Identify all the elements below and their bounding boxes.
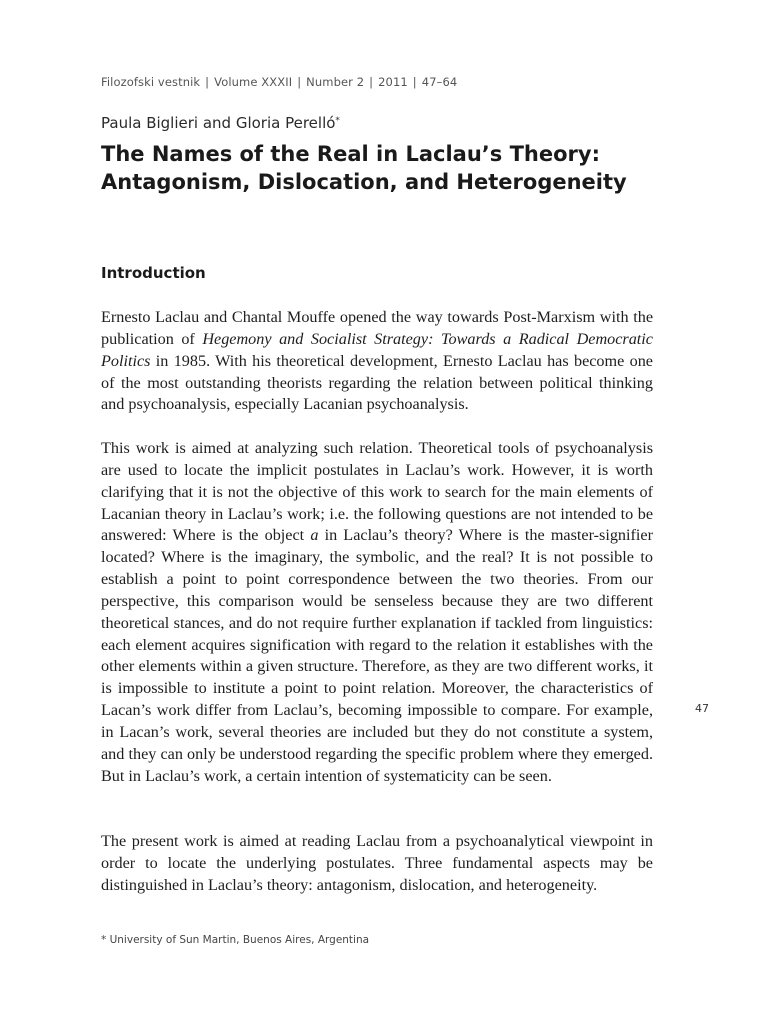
paragraph-2-text-b: in Laclau’s theory? Where is the master-signifier located? Where is the imaginary, the symbolic, and the real? It is not possible to establish a point to point correspondence between the two theories. From our perspective, this comparison would be senseless because they are two different theoretical stances, and do not require further explanation if tackled from linguistics: each element acquires signification with regard to the relation it establishes with the other elements within a given structure. Therefore, as they are two different works, it is impossible to institute a point to point relation. Moreover, the characteristics of Lacan’s work differ from Laclau’s, becoming impossible to compare. For example, in Lacan’s work, several theories are included but they do not constitute a system, and they can only be understood regarding the specific problem where they emerged. But in Laclau’s work, a certain intention of systematicity can be seen.	[101, 526, 653, 785]
article-authors	[101, 114, 340, 132]
paragraph-1	[101, 307, 653, 416]
footnote-mark: *	[101, 934, 107, 946]
journal-pages: 47–64	[421, 75, 458, 89]
header-separator: |	[369, 75, 374, 89]
author-names: Paula Biglieri and Gloria Perelló	[101, 114, 336, 132]
header-separator: |	[297, 75, 302, 89]
header-separator: |	[205, 75, 210, 89]
article-title	[101, 140, 661, 196]
paragraph-2	[101, 438, 653, 788]
book-title: Hegemony and Socialist Strategy: Towards a Radical Democratic Politics	[101, 329, 653, 370]
journal-number: Number 2	[306, 75, 365, 89]
header-separator: |	[412, 75, 417, 89]
footnote	[101, 934, 369, 946]
journal-volume: Volume XXXII	[214, 75, 293, 89]
journal-name: Filozofski vestnik	[101, 75, 201, 89]
title-line-1: The Names of the Real in Laclau’s Theory:	[101, 142, 600, 166]
paragraph-1-text-a: Ernesto Laclau and Chantal Mouffe opened the way towards Post-Marxism with the publication of	[101, 308, 653, 348]
footnote-text: University of Sun Martin, Buenos Aires, Argentina	[109, 934, 370, 946]
journal-year: 2011	[378, 75, 408, 89]
author-footnote-mark: *	[335, 116, 340, 126]
page-number: 47	[695, 702, 709, 715]
section-heading: Introduction	[101, 264, 206, 282]
paragraph-2-text-a: This work is aimed at analyzing such relation. Theoretical tools of psychoanalysis are used to locate the implicit postulates in Laclau’s work. However, it is worth clarifying that it is not the objective of this work to search for the main elements of Lacanian theory in Laclau’s work; i.e. the following questions are not intended to be answered: Where is the object	[101, 439, 653, 545]
title-line-2: Antagonism, Dislocation, and Heterogeneity	[101, 170, 627, 194]
paragraph-3: The present work is aimed at reading Laclau from a psychoanalytical viewpoint in order to locate the underlying postulates. Three fundamental aspects may be distinguished in Laclau’s theory: antagonism, dislocation, and heterogeneity.	[101, 832, 653, 894]
paragraph-1-text-b: in 1985. With his theoretical development, Ernesto Laclau has become one of the most outstanding theorists regarding the relation between political thinking and psychoanalysis, especially Lacanian psychoanalysis.	[101, 351, 653, 414]
journal-header	[101, 75, 457, 89]
object-a-term: a	[310, 526, 319, 545]
